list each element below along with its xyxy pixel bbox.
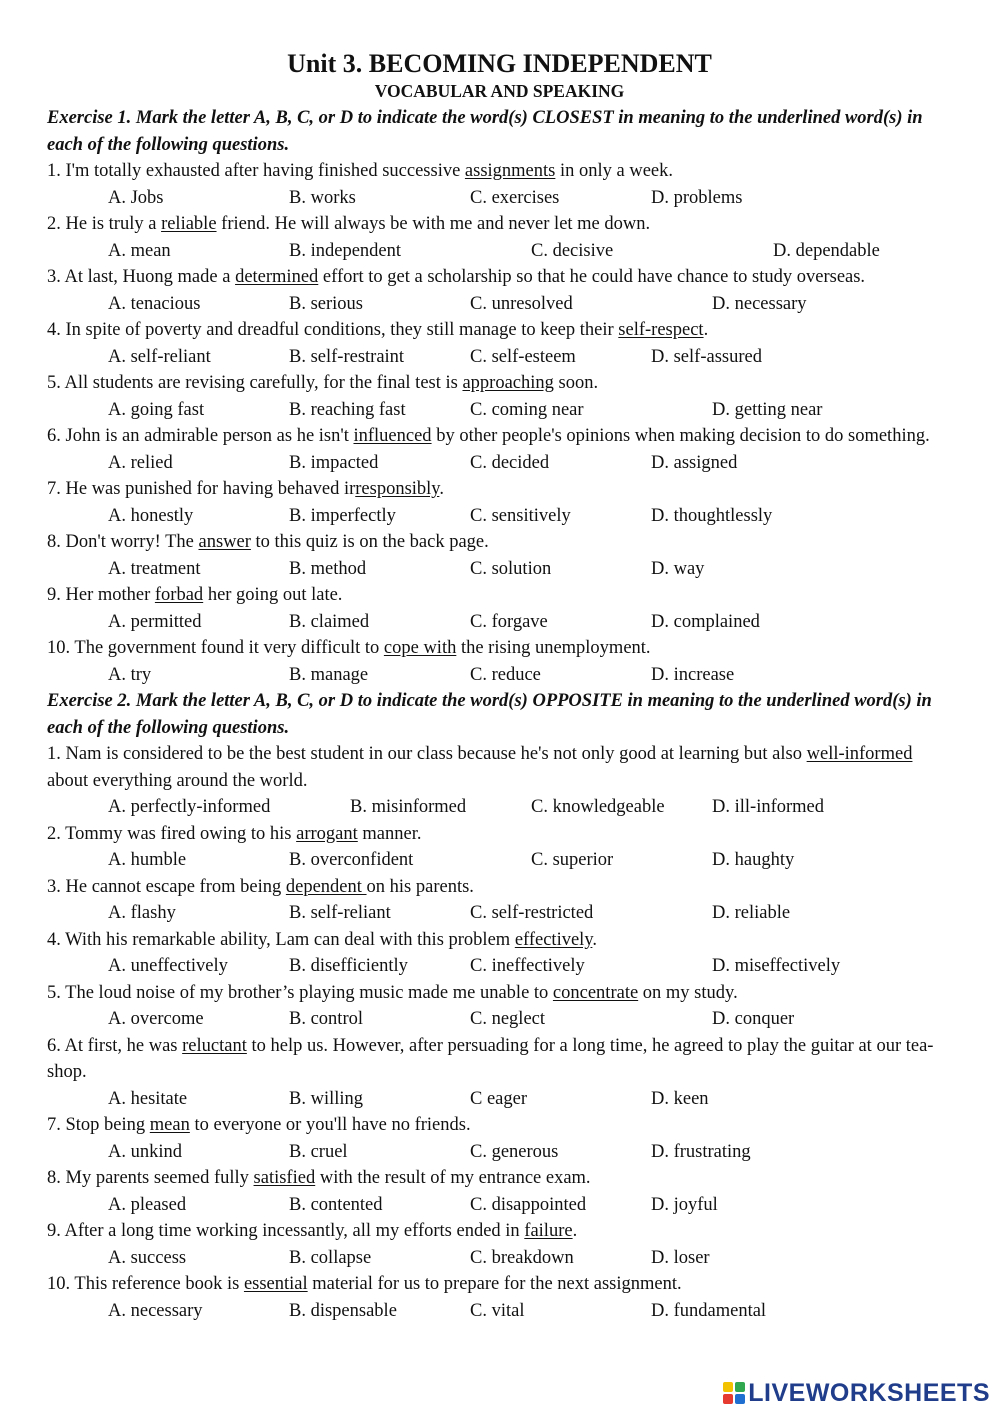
answer-option[interactable]: B. overconfident bbox=[289, 850, 414, 870]
answer-options bbox=[47, 397, 952, 424]
question-stem: 4. With his remarkable ability, Lam can deal with this problem bbox=[47, 929, 515, 950]
question-stem: 9. After a long time working incessantly, all my efforts ended in bbox=[47, 1221, 525, 1241]
question-stem-end: manner. bbox=[357, 823, 422, 844]
answer-option[interactable]: C. generous bbox=[470, 1141, 559, 1162]
answer-option[interactable]: B. self-reliant bbox=[289, 903, 391, 923]
answer-option[interactable]: D. ill-informed bbox=[712, 797, 825, 817]
question-stem: 2. He is truly a bbox=[47, 214, 162, 234]
question-text bbox=[47, 476, 952, 503]
answer-options bbox=[47, 556, 952, 583]
underlined-word: well-informed bbox=[806, 744, 913, 764]
answer-options bbox=[47, 1086, 952, 1113]
answer-option[interactable]: A. permitted bbox=[108, 611, 202, 632]
answer-option[interactable]: A. overcome bbox=[108, 1009, 204, 1029]
question-text bbox=[47, 874, 952, 901]
answer-option[interactable]: B. reaching fast bbox=[289, 399, 406, 420]
answer-option[interactable]: D. frustrating bbox=[651, 1141, 751, 1162]
question-text bbox=[47, 821, 952, 848]
exercise-instruction: Exercise 2. Mark the letter A, B, C, or D to indicate the word(s) OPPOSITE in meaning to the underlined word(s) in each of the following questions. bbox=[47, 691, 932, 738]
answer-options bbox=[47, 900, 952, 927]
answer-option[interactable]: C. superior bbox=[531, 850, 614, 870]
question-stem-end: in only a week. bbox=[555, 161, 674, 181]
question-stem-end: . bbox=[439, 479, 444, 499]
answer-option[interactable]: A. self-reliant bbox=[108, 346, 211, 367]
answer-option[interactable]: A. Jobs bbox=[108, 187, 164, 208]
answer-option[interactable]: D. fundamental bbox=[651, 1300, 767, 1321]
answer-option[interactable]: B. self-restraint bbox=[289, 346, 405, 367]
answer-option[interactable]: C. self-restricted bbox=[470, 903, 594, 923]
answer-option[interactable]: D. increase bbox=[651, 664, 735, 685]
question-stem: 1. I'm totally exhausted after having finished successive bbox=[47, 161, 465, 181]
question-text bbox=[47, 582, 952, 609]
underlined-word: dependent bbox=[285, 876, 367, 897]
answer-option[interactable]: D. miseffectively bbox=[712, 956, 841, 976]
question-text bbox=[47, 529, 952, 556]
liveworksheets-logo bbox=[723, 1379, 990, 1407]
answer-option[interactable]: C. unresolved bbox=[470, 293, 573, 314]
question-stem: 8. Don't worry! The bbox=[47, 532, 199, 552]
answer-option[interactable]: D. getting near bbox=[712, 399, 823, 420]
question-stem-end: effort to get a scholarship so that he could have chance to study overseas. bbox=[318, 267, 866, 287]
answer-option[interactable]: C. sensitively bbox=[470, 505, 571, 526]
answer-option[interactable]: D. haughty bbox=[712, 850, 795, 870]
answer-options bbox=[47, 185, 952, 212]
answer-option[interactable]: C. reduce bbox=[470, 664, 541, 685]
question-text bbox=[47, 211, 952, 238]
question-stem: 4. In spite of poverty and dreadful conditions, they still manage to keep their bbox=[47, 320, 619, 340]
underlined-word: assignments bbox=[464, 161, 556, 181]
answer-option[interactable]: B. claimed bbox=[289, 611, 370, 632]
answer-options bbox=[47, 1139, 952, 1166]
answer-option[interactable]: B. imperfectly bbox=[289, 505, 396, 526]
page-subtitle: VOCABULAR AND SPEAKING bbox=[374, 81, 625, 101]
answer-option[interactable]: B. misinformed bbox=[350, 797, 467, 817]
question-stem: 6. John is an admirable person as he isn't bbox=[47, 426, 354, 446]
answer-option[interactable]: D. necessary bbox=[712, 293, 807, 314]
answer-option[interactable]: A. uneffectively bbox=[108, 956, 228, 976]
question-stem: 10. The government found it very difficult to bbox=[47, 638, 384, 658]
answer-options bbox=[47, 291, 952, 318]
answer-option[interactable]: A. relied bbox=[108, 452, 173, 473]
answer-option[interactable]: A. going fast bbox=[108, 399, 205, 420]
underlined-word: influenced bbox=[353, 426, 432, 446]
question-stem-end: her going out late. bbox=[203, 585, 343, 605]
question-stem-end: . bbox=[703, 320, 709, 340]
question-stem: 8. My parents seemed fully bbox=[47, 1168, 254, 1188]
question-stem-end: by other people's opinions when making decision to do something. bbox=[431, 426, 930, 446]
question-stem-end: about everything around the world. bbox=[47, 770, 308, 791]
answer-option[interactable]: C. knowledgeable bbox=[531, 797, 665, 817]
question-stem-end: soon. bbox=[553, 373, 599, 393]
answer-options bbox=[47, 1298, 952, 1325]
answer-option[interactable]: D. self-assured bbox=[651, 346, 762, 367]
answer-option[interactable]: A. try bbox=[108, 664, 152, 685]
underlined-word: responsibly bbox=[355, 479, 440, 499]
question-text bbox=[47, 980, 952, 1007]
answer-option[interactable]: A. mean bbox=[108, 240, 171, 261]
answer-option[interactable]: D. loser bbox=[651, 1247, 710, 1268]
question-stem-end: on my study. bbox=[638, 982, 738, 1003]
answer-option[interactable]: B. impacted bbox=[289, 452, 379, 473]
question-stem: 7. Stop being bbox=[47, 1115, 150, 1135]
answer-option[interactable]: A. necessary bbox=[108, 1300, 203, 1321]
question-stem: 5. All students are revising carefully, for the final test is bbox=[47, 373, 463, 393]
exercise-instruction: Exercise 1. Mark the letter A, B, C, or D to indicate the word(s) CLOSEST in meaning to the underlined word(s) in each of the following questions. bbox=[47, 108, 923, 155]
question-text bbox=[47, 1218, 952, 1245]
underlined-word: effectively bbox=[514, 929, 593, 950]
liveworksheets-logo-icon bbox=[723, 1382, 745, 1404]
answer-option[interactable]: B. independent bbox=[289, 240, 402, 261]
underlined-word: arrogant bbox=[296, 823, 358, 844]
answer-option[interactable]: A. flashy bbox=[108, 903, 176, 923]
question-stem-end: . bbox=[572, 1221, 578, 1241]
question-stem-end: to everyone or you'll have no friends. bbox=[189, 1115, 471, 1135]
question-stem-end: material for us to prepare for the next assignment. bbox=[307, 1274, 682, 1294]
answer-options bbox=[47, 847, 952, 874]
worksheet-page bbox=[47, 48, 952, 1324]
question-text bbox=[47, 1033, 952, 1086]
underlined-word: satisfied bbox=[253, 1168, 316, 1188]
question-stem-end: friend. He will always be with me and never let me down. bbox=[216, 214, 651, 234]
answer-option[interactable]: A. unkind bbox=[108, 1141, 182, 1162]
answer-option[interactable]: C. disappointed bbox=[470, 1194, 587, 1215]
underlined-word: reliable bbox=[161, 214, 217, 234]
answer-option[interactable]: B. collapse bbox=[289, 1247, 372, 1268]
answer-options bbox=[47, 662, 952, 689]
underlined-word: approaching bbox=[462, 373, 554, 393]
page-title: Unit 3. BECOMING INDEPENDENT bbox=[287, 49, 712, 78]
question-stem: 9. Her mother bbox=[47, 585, 155, 605]
underlined-word: essential bbox=[243, 1274, 308, 1294]
question-stem: 5. The loud noise of my brother’s playing music made me unable to bbox=[47, 982, 553, 1003]
underlined-word: cope with bbox=[383, 638, 457, 658]
question-text bbox=[47, 635, 952, 662]
question-stem-end: . bbox=[592, 929, 597, 950]
question-stem: 6. At first, he was bbox=[47, 1035, 183, 1056]
underlined-word: failure bbox=[524, 1221, 573, 1241]
answer-option[interactable]: A. honestly bbox=[108, 505, 194, 526]
answer-option[interactable]: B. willing bbox=[289, 1088, 364, 1109]
answer-option[interactable]: D. conquer bbox=[712, 1009, 795, 1029]
question-stem-end: to this quiz is on the back page. bbox=[250, 532, 489, 552]
answer-option[interactable]: A. pleased bbox=[108, 1194, 187, 1215]
question-stem-end: with the result of my entrance exam. bbox=[315, 1168, 591, 1188]
answer-option[interactable]: B. works bbox=[289, 187, 356, 208]
logo-text: LIVEWORKSHEETS bbox=[748, 1378, 990, 1407]
question-text bbox=[47, 1165, 952, 1192]
answer-option[interactable]: B. contented bbox=[289, 1194, 383, 1215]
answer-option[interactable]: C. ineffectively bbox=[470, 956, 585, 976]
answer-option[interactable]: D. dependable bbox=[773, 240, 880, 261]
answer-option[interactable]: A. treatment bbox=[108, 558, 201, 579]
answer-option[interactable]: A. hesitate bbox=[108, 1088, 188, 1109]
answer-option[interactable]: C. solution bbox=[470, 558, 552, 579]
underlined-word: determined bbox=[235, 267, 319, 287]
answer-options bbox=[47, 794, 952, 821]
answer-option[interactable]: B. disefficiently bbox=[289, 956, 408, 976]
answer-option[interactable]: C. exercises bbox=[470, 187, 560, 208]
answer-options bbox=[47, 953, 952, 980]
answer-option[interactable]: C. neglect bbox=[470, 1009, 546, 1029]
question-text bbox=[47, 158, 952, 185]
answer-option[interactable]: D. problems bbox=[651, 187, 743, 208]
answer-option[interactable]: C. decisive bbox=[531, 240, 614, 261]
answer-option[interactable]: D. complained bbox=[651, 611, 760, 632]
answer-option[interactable]: C. vital bbox=[470, 1300, 525, 1321]
answer-option[interactable]: C. decided bbox=[470, 452, 550, 473]
answer-option[interactable]: B. cruel bbox=[289, 1141, 348, 1162]
underlined-word: answer bbox=[198, 532, 251, 552]
question-stem: 7. He was punished for having behaved ir bbox=[47, 479, 356, 499]
question-stem-end: the rising unemployment. bbox=[456, 638, 651, 658]
question-stem-end: to help us. However, after persuading for a long time, he agreed to play the guitar at our tea-shop. bbox=[47, 1035, 934, 1082]
question-text bbox=[47, 741, 952, 794]
question-stem-end: on his parents. bbox=[366, 876, 474, 897]
answer-option[interactable]: D. reliable bbox=[712, 903, 791, 923]
answer-option[interactable]: B. method bbox=[289, 558, 367, 579]
underlined-word: concentrate bbox=[552, 982, 639, 1003]
answer-option[interactable]: D. keen bbox=[651, 1088, 709, 1109]
question-text bbox=[47, 264, 952, 291]
question-text bbox=[47, 370, 952, 397]
answer-option[interactable]: B. manage bbox=[289, 664, 369, 685]
question-text bbox=[47, 1271, 952, 1298]
answer-option[interactable]: C eager bbox=[470, 1088, 528, 1109]
answer-options bbox=[47, 450, 952, 477]
answer-option[interactable]: A. tenacious bbox=[108, 293, 201, 314]
question-text bbox=[47, 927, 952, 954]
answer-option[interactable]: D. way bbox=[651, 558, 705, 579]
question-text bbox=[47, 317, 952, 344]
underlined-word: self-respect bbox=[618, 320, 704, 340]
answer-option[interactable]: B. control bbox=[289, 1009, 363, 1029]
underlined-word: reluctant bbox=[182, 1035, 247, 1056]
answer-option[interactable]: B. dispensable bbox=[289, 1300, 397, 1321]
question-stem: 3. At last, Huong made a bbox=[47, 267, 236, 287]
answer-options bbox=[47, 238, 952, 265]
answer-options bbox=[47, 1192, 952, 1219]
answer-option[interactable]: A. success bbox=[108, 1247, 187, 1268]
answer-option[interactable]: C. forgave bbox=[470, 611, 548, 632]
answer-option[interactable]: C. coming near bbox=[470, 399, 584, 420]
question-stem: 1. Nam is considered to be the best student in our class because he's not only good at learning but also bbox=[47, 744, 807, 764]
answer-options bbox=[47, 1006, 952, 1033]
underlined-word: forbad bbox=[154, 585, 204, 605]
question-text bbox=[47, 1112, 952, 1139]
question-stem: 10. This reference book is bbox=[47, 1274, 244, 1294]
answer-option[interactable]: A. humble bbox=[108, 850, 187, 870]
answer-option[interactable]: B. serious bbox=[289, 293, 363, 314]
question-text bbox=[47, 423, 952, 450]
answer-options bbox=[47, 503, 952, 530]
answer-option[interactable]: D. thoughtlessly bbox=[651, 505, 773, 526]
answer-option[interactable]: D. assigned bbox=[651, 452, 738, 473]
question-stem: 2. Tommy was fired owing to his bbox=[47, 823, 297, 844]
answer-option[interactable]: C. breakdown bbox=[470, 1247, 574, 1268]
answer-option[interactable]: D. joyful bbox=[651, 1194, 718, 1215]
answer-option[interactable]: C. self-esteem bbox=[470, 346, 576, 367]
answer-options bbox=[47, 1245, 952, 1272]
underlined-word: mean bbox=[149, 1115, 190, 1135]
answer-options bbox=[47, 344, 952, 371]
exercise-list bbox=[47, 105, 952, 1324]
answer-option[interactable]: A. perfectly-informed bbox=[108, 797, 271, 817]
answer-options bbox=[47, 609, 952, 636]
question-stem: 3. He cannot escape from being bbox=[47, 876, 286, 897]
